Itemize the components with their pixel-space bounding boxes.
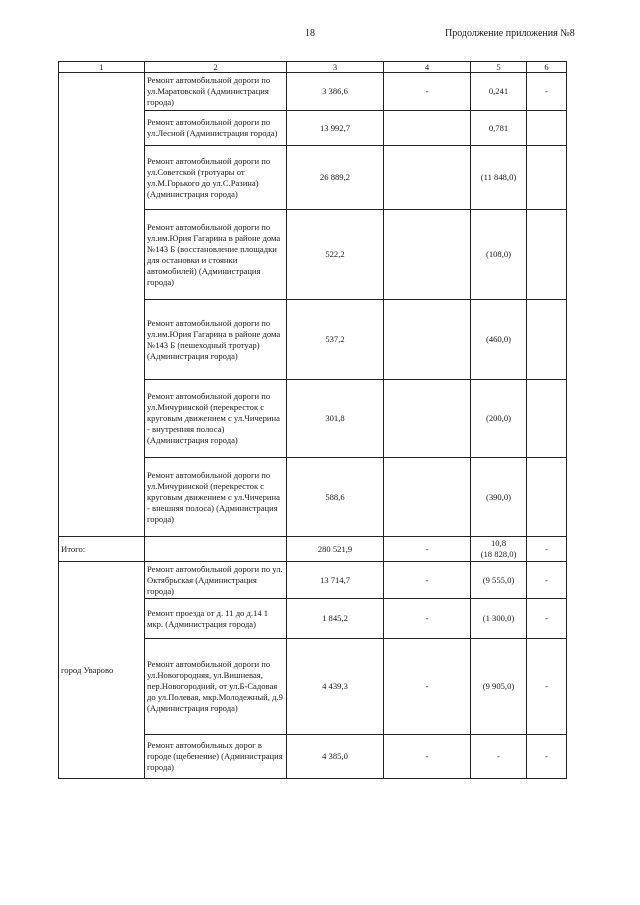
total-amount: 280 521,9 [287,537,384,562]
col4-cell: - [384,537,471,562]
amount-cell: 588,6 [287,458,384,537]
work-description: Ремонт автомобильной дороги по ул.Советской (тротуары от ул.М.Горького до ул.С.Разина) (Администрация города) [145,146,287,210]
amount-cell: 26 889,2 [287,146,384,210]
column-header-5: 5 [471,62,527,73]
col6-cell [527,111,567,146]
table-row [59,562,567,599]
col5-cell: (108,0) [471,210,527,300]
appendix-continuation-label: Продолжение приложения №8 [445,28,575,39]
amount-cell: 13 714,7 [287,562,384,599]
col5-cell: (390,0) [471,458,527,537]
work-description: Ремонт автомобильной дороги по ул.Мичуринской (перекресток с круговым движением с ул.Чичерина - внутренняя полоса) (Администрация города) [145,380,287,458]
col5-cell: (200,0) [471,380,527,458]
total-col5-cell [471,537,527,562]
district-cell: город Уварово [59,562,145,779]
amount-cell: 3 386,6 [287,73,384,111]
col5-cell: (11 848,0) [471,146,527,210]
col6-cell: - [527,599,567,639]
col4-cell: - [384,562,471,599]
column-number-row [59,62,567,73]
total-label: Итого: [59,537,145,562]
col6-cell: - [527,639,567,735]
col5-cell: (460,0) [471,300,527,380]
col6-cell: - [527,735,567,779]
col6-cell: - [527,537,567,562]
col4-cell [384,300,471,380]
total-row [59,537,567,562]
work-description: Ремонт автомобильной дороги по ул.Лесной (Администрация города) [145,111,287,146]
amount-cell: 537,2 [287,300,384,380]
col4-cell [384,210,471,300]
work-description: Ремонт автомобильных дорог в городе (щебенение) (Администрация города) [145,735,287,779]
table-row [59,73,567,111]
amount-cell: 1 845,2 [287,599,384,639]
col6-cell [527,210,567,300]
column-header-2: 2 [145,62,287,73]
col4-cell: - [384,599,471,639]
work-description: Ремонт автомобильной дороги по ул. Октябрьская (Администрация города) [145,562,287,599]
col6-cell: - [527,562,567,599]
work-description: Ремонт проезда от д. 11 до д.14 1 мкр. (Администрация города) [145,599,287,639]
col6-cell: - [527,73,567,111]
col4-cell: - [384,639,471,735]
total-col5-line1: 10,8 [490,538,507,548]
col6-cell [527,458,567,537]
column-header-6: 6 [527,62,567,73]
page-number: 18 [305,28,315,39]
col5-cell: 0,241 [471,73,527,111]
column-header-3: 3 [287,62,384,73]
work-description: Ремонт автомобильной дороги по ул.Маратовской (Администрация города) [145,73,287,111]
amount-cell: 522,2 [287,210,384,300]
col5-cell: (9 905,0) [471,639,527,735]
work-description: Ремонт автомобильной дороги по ул.Новогородняя, ул.Вишневая, пер.Новогородний, от ул.Б-Садовая до ул.Полевая, мкр.Молодежный, д.9 (Администрация города) [145,639,287,735]
col5-cell: - [471,735,527,779]
column-header-1: 1 [59,62,145,73]
col4-cell: - [384,735,471,779]
amount-cell: 13 992,7 [287,111,384,146]
district-cell [59,73,145,537]
amount-cell: 301,8 [287,380,384,458]
work-description: Ремонт автомобильной дороги по ул.им.Юрия Гагарина в районе дома №143 Б (восстановление площадки для остановки и стоянки автомобилей) (Администрация города) [145,210,287,300]
work-description: Ремонт автомобильной дороги по ул.им.Юрия Гагарина в районе дома №143 Б (пешеходный тротуар) (Администрация города) [145,300,287,380]
col5-cell: 0,781 [471,111,527,146]
col4-cell [384,146,471,210]
col6-cell [527,380,567,458]
col4-cell [384,111,471,146]
budget-table [58,61,567,779]
amount-cell: 4 439,3 [287,639,384,735]
amount-cell: 4 385,0 [287,735,384,779]
col5-cell: (9 555,0) [471,562,527,599]
col4-cell [384,458,471,537]
column-header-4: 4 [384,62,471,73]
col4-cell [384,380,471,458]
work-description [145,537,287,562]
col6-cell [527,300,567,380]
work-description: Ремонт автомобильной дороги по ул.Мичуринской (перекресток с круговым движением с ул.Чичерина - внешняя полоса) (Администрация города) [145,458,287,537]
col5-cell: (1 300,0) [471,599,527,639]
col6-cell [527,146,567,210]
total-col5-line2: (18 828,0) [480,549,517,559]
col4-cell: - [384,73,471,111]
